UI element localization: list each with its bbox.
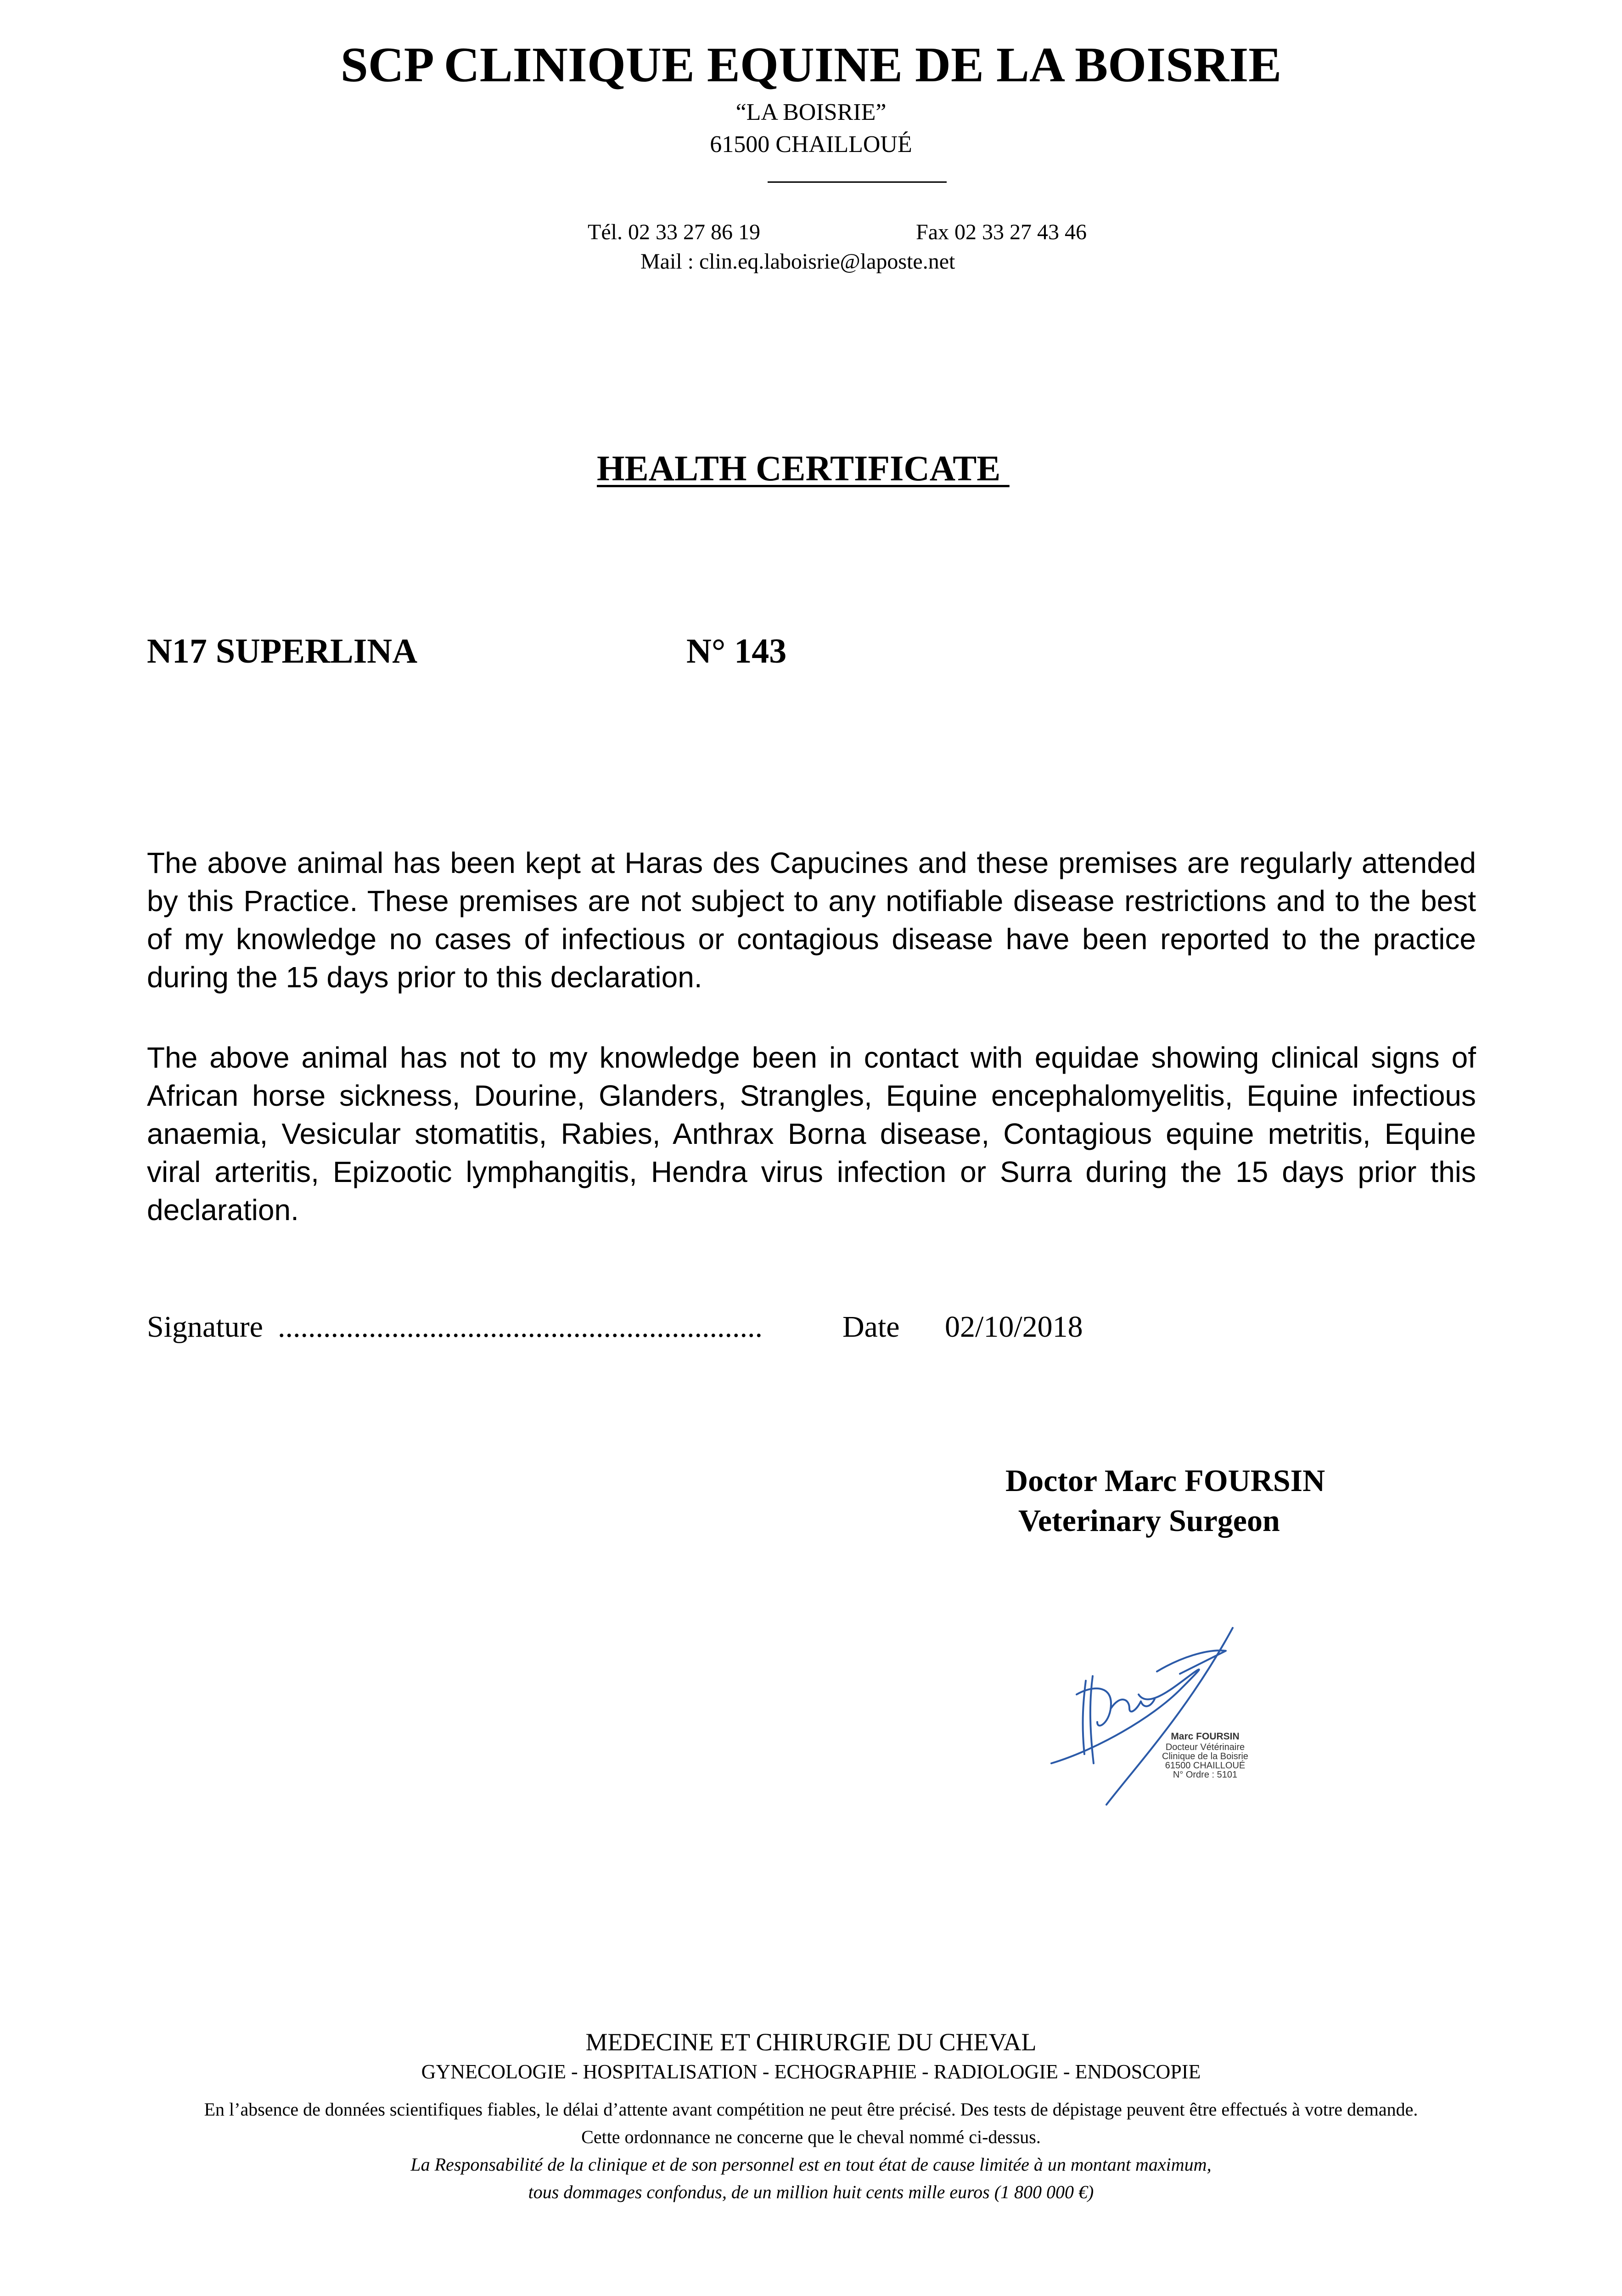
clinic-fax: Fax 02 33 27 43 46 xyxy=(916,220,1087,244)
footer-disclaimer: Cette ordonnance ne concerne que le cheval nommé ci-dessus. xyxy=(581,2127,1041,2147)
date-value: 02/10/2018 xyxy=(945,1310,1083,1344)
horse-name: N17 SUPERLINA xyxy=(147,632,418,670)
clinic-name: SCP CLINIQUE EQUINE DE LA BOISRIE xyxy=(340,38,1282,92)
clinic-address-line2: 61500 CHAILLOUÉ xyxy=(710,131,912,158)
declaration-paragraph-1: The above animal has been kept at Haras des Capucines and these premises are regularly attended by this Practice. These premises are not subject to any notifiable disease restrictions and to the best of my knowledge no cases of infectious or contagious disease have been reported to the practice during the 15 days prior to this declaration. xyxy=(147,846,1476,994)
signatory-title: Veterinary Surgeon xyxy=(1018,1503,1280,1538)
stamp-line: N° Ordre : 5101 xyxy=(1173,1770,1238,1780)
stamp-line: 61500 CHAILLOUÉ xyxy=(1165,1761,1246,1771)
signature-label: Signature xyxy=(147,1310,263,1344)
date-label: Date xyxy=(842,1310,900,1344)
stamp-line: Docteur Vétérinaire xyxy=(1165,1742,1245,1752)
footer-liability: tous dommages confondus, de un million huit cents mille euros (1 800 000 €) xyxy=(528,2182,1094,2202)
stamp-line: Clinique de la Boisrie xyxy=(1162,1751,1248,1761)
header-divider xyxy=(768,181,947,183)
footer-disclaimer: En l’absence de données scientifiques fiables, le délai d’attente avant compétition ne peut être précisé. Des tests de dépistage peuvent être effectués à votre demande. xyxy=(204,2099,1418,2120)
declaration-paragraph-2: The above animal has not to my knowledge been in contact with equidae showing clinical signs of African horse sickness, Dourine, Glanders, Strangles, Equine encephalomyelitis, Equine infectious anaemia, Vesicular stomatitis, Rabies, Anthrax Borna disease, Contagious equine metritis, Equine viral arteritis, Epizootic lymphangitis, Hendra virus infection or Surra during the 15 days prior this declaration. xyxy=(147,1041,1476,1227)
clinic-email: Mail : clin.eq.laboisrie@laposte.net xyxy=(640,249,955,274)
signatory-name: Doctor Marc FOURSIN xyxy=(1005,1463,1325,1498)
signature-dots: ................................................................ xyxy=(278,1310,763,1344)
handwritten-signature xyxy=(1042,1616,1263,1809)
footer-title: MEDECINE ET CHIRURGIE DU CHEVAL xyxy=(585,2028,1037,2056)
footer-specialties: GYNECOLOGIE - HOSPITALISATION - ECHOGRAPHIE - RADIOLOGIE - ENDOSCOPIE xyxy=(421,2060,1201,2083)
stamp-name: Marc FOURSIN xyxy=(1171,1731,1240,1742)
footer-liability: La Responsabilité de la clinique et de son personnel est en tout état de cause limitée à un montant maximum, xyxy=(410,2154,1212,2175)
clinic-address-line1: “LA BOISRIE” xyxy=(735,99,887,125)
certificate-title: HEALTH CERTIFICATE xyxy=(597,448,1010,488)
horse-number: N° 143 xyxy=(686,632,787,670)
clinic-phone: Tél. 02 33 27 86 19 xyxy=(588,220,760,244)
